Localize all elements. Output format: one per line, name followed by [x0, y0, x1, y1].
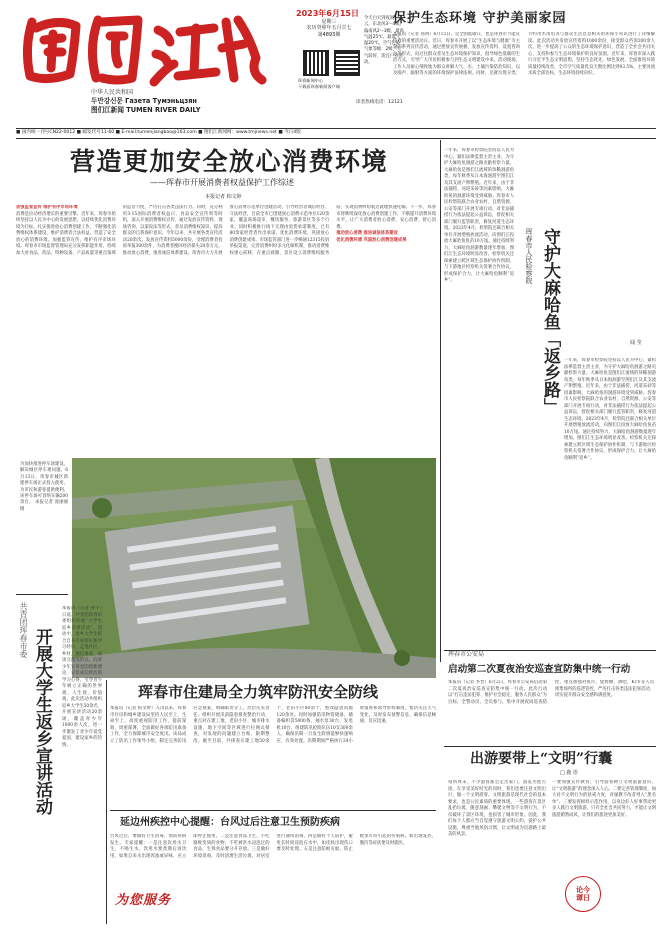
civilized-rule: [444, 746, 656, 747]
disease-headline: 延边州疾控中心提醒：台风过后注意卫生预防疾病: [120, 817, 340, 828]
civilized-byline: □ 鹿 语: [560, 770, 578, 776]
flood-body: 本报讯（记者 柏文婷）入汛以来，珲春市住房和城乡建设局坚持人民至上、生命至上，高度重视防汛工作，提前谋划、周密部署，全面做好各项防汛准备工作，全力保障城市安全度汛。该局成立了防汛工作领导小组，制定完善防汛应急预案，明确职责分工，层层压实责任。组织开展汛前隐患排查整治行动，重点对在建工地、老旧小区、城市排水设施、地下空间等区域进行拉网式排查，对发现的问题建立台账，限期整改。截至目前，共排查在建工地50余个、老旧小区80余个，整改隐患问题120余处。同时加强防汛物资储备，储备编织袋5000条、抽水泵30台、发电机10台，组建防汛抢险队伍10支300余人，确保汛期一旦发生险情能够快速响应、有效处置。汛期期间严格执行24小时值班和领导带班制度，密切关注天气变化，及时发布预警信息，确保信息畅通、反应迅速。: [110, 706, 436, 744]
disease-body: 台风过后，要做好卫生消毒，预防疾病发生。专家提醒：一是注意饮用水卫生，不喝生水，饮用水要煮沸后再饮用，如果自来水出现浑浊或异味，应立即停止使用。二是注意食品卫生，不吃腐败变质的食物，不吃被洪水浸泡过的食品，生熟食品要分开存放。三是做好环境消毒，及时清理生活垃圾，对居室进行通风消毒。四是做好个人防护，避免长时间浸泡在水中，如皮肤出现伤口要及时处理。五是注意防蚊灭蚊，防止蚊虫叮咬引起的传染病。如出现发热、腹泻等症状要及时就医。: [110, 834, 436, 859]
lead-subhead-3: 优化消费环境 巩固放心消费创建成果: [336, 237, 407, 243]
info-bar: ■ 国内统一刊号CN22-0012 ■ 邮发代号11-60 ■ E-mail:tumenjiangbao@163.com ■ 图们江新闻网：www.tmjnews.net ■ 今日4版: [16, 130, 301, 135]
qr-code-2[interactable]: [334, 50, 360, 76]
left-story-rule: [16, 594, 68, 595]
lead-body: [16, 205, 436, 453]
lead-subheadline: ——珲春市开展消费者权益保护工作综述: [150, 178, 294, 187]
lead-byline: 本报记者 柏文婷: [205, 194, 242, 200]
parking-lot-aerial-image: [72, 458, 436, 678]
date-line: 2023年6月15日: [296, 9, 359, 18]
info-bar-rule-top: [16, 128, 656, 129]
commentary-stamp-text: 论今谭日: [576, 885, 590, 902]
lead-subhead-2: 推动放心消费 推进诚信体系建设: [336, 231, 398, 236]
youth-league-label: 共青团珲春市委: [19, 602, 28, 658]
prosecutor-story: [444, 148, 656, 648]
info-bar-rule-bottom: [16, 138, 656, 139]
qr-code[interactable]: [303, 50, 329, 76]
prosecutor-body: 一年来，珲春市检察院坚持以人民为中心，紧扣法律监督主责主业，为守护大麻哈鱼洄游之路贡献检察力量。大麻哈鱼是图们江流域的珍稀洄游鱼类，每年秋季从日本海洄游至图们江及其支流产卵繁殖。近年来，由于非法捕捞、河道采砂等因素影响，大麻哈鱼的洄游环境受到威胁。珲春市人民检察院联合农业农村、自然资源、公安等部门开展专项行动，对非法捕捞行为依法提起公益诉讼，督促相关部门履行监管职责，修复河道生态环境。2023年4月，检察院还联合相关单位开展增殖放流活动，向图们江投放大麻哈鱼鱼苗10万尾。通过持续努力，大麻哈鱼洄游数量逐年增加，图们江生态环境明显改善。检察机关还探索建立跨区域生态保护协作机制，与下游地区检察机关签署合作协议，形成保护合力，让大麻哈鱼顺利“返乡”。: [444, 148, 514, 283]
lead-headline: 营造更加安全放心消费环境: [70, 147, 389, 176]
police-headline: 启动第二次夏夜治安巡查宣防集中统一行动: [448, 664, 631, 675]
photo-caption: 为加快推进停车场建设，解决城区停车难问题，6月13日，珲春市城区新建停车场正式投入使用，为市民和游客提供便利。该停车场可容纳车辆200余台。 本报记者 庞丽丽 摄: [20, 462, 68, 512]
left-column-divider: [106, 680, 107, 924]
newspaper-logo: [18, 8, 270, 90]
youth-league-vertical-title: 开展大学生返乡宣讲活动: [32, 628, 52, 815]
subtitle-kr: 두만강신문 Газета Тумэньцзян: [91, 97, 197, 105]
subtitle-en: 图们江新闻 TUMEN RIVER DAILY: [91, 106, 201, 114]
police-label: 珲春市公安局: [448, 651, 485, 658]
commentary-stamp: [565, 876, 601, 912]
lead-body-column: [16, 205, 436, 453]
civilized-body: 每到周末，不少游客都会走出家门，游览名胜古迹。在享受美好时光的同时，我们也要注意文明出行，做一个文明游客。文明旅游是现代社会的基本要求，也是公民素质的重要体现。一些游客在景区乱扔垃圾、随意刻画、攀爬文物等不文明行为，不仅破坏了景区环境，也损害了城市形象。因此，我们每个人都应当自觉遵守旅游文明公约，爱护公共设施，尊重当地风俗习惯，让文明成为出游路上最美的风景。: [448, 780, 546, 837]
disease-rule: [110, 810, 436, 811]
weekday: 星期三: [321, 19, 337, 25]
youth-league-body: 本报讯（记者 孙宇）日前，共青团珲春市委组织开展“大学生返乡宣讲活动”。活动中，返乡大学生结合自身专业特长和学习经历，走进社区、乡村，通过讲座、座谈交流等形式，向青少年宣讲党的创新理论、分享成长经历和学习心得，引导青少年树立正确的世界观、人生观、价值观。此次活动共组织返乡大学生50余名，开展宣讲活动20余场，覆盖青少年1000余人次，进一步激发了青少年爱党爱国、建设家乡的热情。: [62, 606, 102, 748]
watch-label-2: 下载看珲春新闻客户端: [298, 84, 340, 89]
date-block: [296, 8, 362, 38]
lunar-line: 农历癸卯年五月廿七: [306, 25, 352, 32]
civilized-headline: 出游要带上“文明”行囊: [470, 751, 613, 767]
flood-headline: 珲春市住建局全力筑牢防汛安全防线: [138, 683, 379, 701]
top-right-story: [393, 10, 655, 115]
prosecutor-author: 闻 莹: [630, 340, 642, 346]
service-brand: 为您服务: [115, 893, 172, 908]
top-right-body: 本报讯（记者 孙禹）6月15日，是全国低碳日，也是珲春市节能宣传周的重要活动日。近日，珲春市开展了以“生态环境与健康”为主题的系列宣传活动，通过摆放宣传展板、发放宣传资料、设置咨询台等形式，向过往群众普及生态环境保护知识，倡导绿色低碳的生活方式，引导广大市民积极参与到生态文明建设中来。活动现场，工作人员耐心细致地为群众讲解大气、水、土壤污染防治知识，以及噪声、辐射等方面的环境保护法律法规。同时，还就垃圾分类、节约用水用电等与群众生活息息相关的环保小常识进行了详细解读。此次活动共发放宣传资料1000余份，接受群众咨询200余人次，进一步提高了公众的生态环境保护意识，营造了全社会共同关心、支持和参与生态环境保护的良好氛围。近年来，珲春市深入践行习近平生态文明思想，坚持生态优先、绿色发展，全面推进环境质量持续改善，全市空气质量优良天数比例达到93.5%，主要河流水质全部达标，生态环境持续向好。: [393, 32, 655, 76]
subtitle-cn: 中华人民共和国: [91, 89, 134, 96]
parking-lot-photo: [72, 458, 436, 678]
prosecutor-body-2: 一年来，珲春市检察院坚持以人民为中心，紧扣法律监督主责主业，为守护大麻哈鱼洄游之路贡献检察力量。大麻哈鱼是图们江流域的珍稀洄游鱼类，每年秋季从日本海洄游至图们江及其支流产卵繁殖。近年来，由于非法捕捞、河道采砂等因素影响，大麻哈鱼的洄游环境受到威胁。珲春市人民检察院联合农业农村、自然资源、公安等部门开展专项行动，对非法捕捞行为依法提起公益诉讼，督促相关部门履行监管职责，修复河道生态环境。2023年4月，检察院还联合相关单位开展增殖放流活动，向图们江投放大麻哈鱼鱼苗10万尾。通过持续努力，大麻哈鱼洄游数量逐年增加，图们江生态环境明显改善。检察机关还探索建立跨区域生态保护协作机制，与下游地区检察机关签署合作协议，形成保护合力，让大麻哈鱼顺利“返乡”。: [564, 358, 656, 461]
prosecutor-org-label: 珲春市人民检察院: [525, 228, 533, 284]
prosecutor-vertical-title: 守护大麻哈鱼「返乡路」: [540, 228, 560, 415]
lead-subhead-1: 加强监管宣传 维护有序市场环境: [16, 205, 78, 210]
weather-text: 今天白天到夜间：多云，东北风3～4级，偏南风2～3级，最高气温25℃，最低气温20℃。空气污染气象等级：2级，天气较好，适宜户外活动。: [364, 16, 404, 66]
top-right-headline: 保护生态环境 守护美丽家园: [393, 11, 567, 26]
police-body: 本报讯（记者 李晋）6月2日，珲春市公安局启动第二次夏夜治安巡查宣防集中统一行动。此次行动以“打击违法犯罪、维护社会稳定、服务人民群众”为目标，全警动员、全员参与，集中开展夜间巡查防控，重点加强对夜市、烧烤摊、酒吧、KTV等人员密集场所的巡逻管控，严厉打击各类违法犯罪活动，切实提升群众安全感和满意度。: [448, 680, 654, 705]
hotline: 读者热线电话：12121: [356, 100, 403, 105]
lead-body-text: 消费是拉动经济增长的重要引擎。近年来，珲春市始终坚持以人民为中心的发展思想，以持续优化消费环境为目标，扎实推进放心消费创建工作，不断强化消费维权体系建设，维护消费者合法权益，营造了安全放心的消费环境。加强监管宣传，维护有序市场环境。珲春市市场监督管理局充分发挥职能作用，持续加大对食品、药品、特种设备、产品质量等重点领域的监管力度，严厉打击各类违法行为。同时，充分利用3·15国际消费者权益日、食品安全宣传周等时机，深入开展消费维权宣传，通过发放宣传资料、现场咨询、以案说法等形式，普及消费维权知识，提高群众的自我保护意识。今年以来，共开展各类宣传活动20余次，发放宣传资料5000余份，受理消费者投诉举报300余件，为消费者挽回经济损失20余万元。推动放心消费，推进诚信体系建设。珲春市大力开展放心消费示范单位创建活动，引导经营者诚信经营、守法经营，目前全市已创建放心消费示范单位120余家，覆盖商场超市、餐饮服务、旅游景区等多个行业。同时积极推行线下无理由退货承诺制度，已有80余家经营者作出承诺。优化消费环境，巩固放心消费创建成果。市场监管部门进一步畅通12315投诉举报渠道，完善消费纠纷多元化解机制，推动消费维权重心前移，在重点商圈、景区设立消费维权服务站，实现消费纠纷就近就地快速化解。下一步，珲春市将继续深化放心消费创建工作，不断提升消费环境水平，让广大消费者放心消费、安心消费、舒心消费。: [16, 205, 436, 256]
logo-calligraphy-icon: [18, 8, 270, 90]
civilized-body-2: 一要加强宣传教育，引导游客树立文明旅游意识，让“文明旅游”的理念深入人心。二要完善管理制度，加大对不文明行为的惩戒力度，对屡教不改者列入“黑名单”。三要发挥榜样示范作用，以身边好人好事带动更多人践行文明旅游。只有全社会共同努力，才能让文明旅游蔚然成风，让我们的旅途更加美好。: [552, 780, 656, 818]
watch-label-1: 珲春新闻中心: [298, 78, 324, 83]
issue-line: 第4893期: [317, 31, 341, 38]
lead-right-divider: [440, 140, 441, 662]
